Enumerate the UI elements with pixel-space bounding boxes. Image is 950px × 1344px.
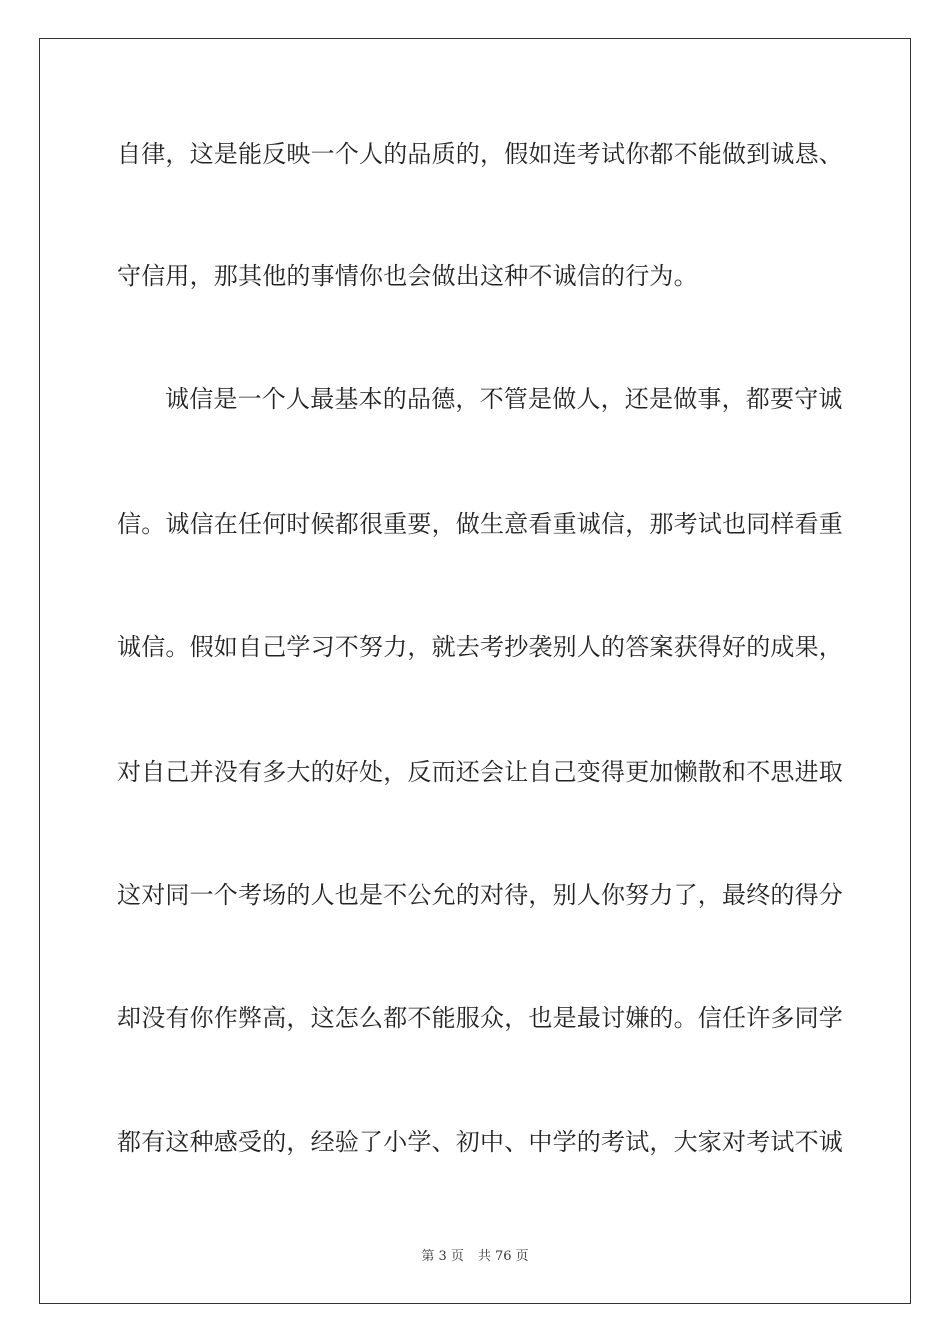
body-text-line: 诚信。假如自己学习不努力，就去考抄袭别人的答案获得好的成果， bbox=[117, 633, 843, 661]
body-text-line: 都有这种感受的，经验了小学、初中、中学的考试，大家对考试不诚 bbox=[117, 1128, 843, 1156]
body-text-line: 对自己并没有多大的好处，反而还会让自己变得更加懒散和不思进取 bbox=[117, 758, 843, 786]
body-text-line: 自律，这是能反映一个人的品质的，假如连考试你都不能做到诚恳、 bbox=[117, 140, 843, 168]
page-border bbox=[39, 38, 911, 1304]
page-number: 第 3 页 bbox=[421, 1249, 464, 1264]
body-text-line: 信。诚信在任何时候都很重要，做生意看重诚信，那考试也同样看重 bbox=[117, 510, 843, 538]
page-footer bbox=[0, 1248, 950, 1266]
paragraph-first-line: 诚信是一个人最基本的品德，不管是做人，还是做事，都要守诚 bbox=[165, 385, 843, 413]
body-text-line: 这对同一个考场的人也是不公允的对待，别人你努力了，最终的得分 bbox=[117, 881, 843, 909]
total-pages: 共 76 页 bbox=[477, 1249, 529, 1264]
body-text-line: 却没有你作弊高，这怎么都不能服众，也是最讨嫌的。信任许多同学 bbox=[117, 1004, 843, 1032]
body-text-line: 守信用，那其他的事情你也会做出这种不诚信的行为。 bbox=[117, 262, 698, 290]
